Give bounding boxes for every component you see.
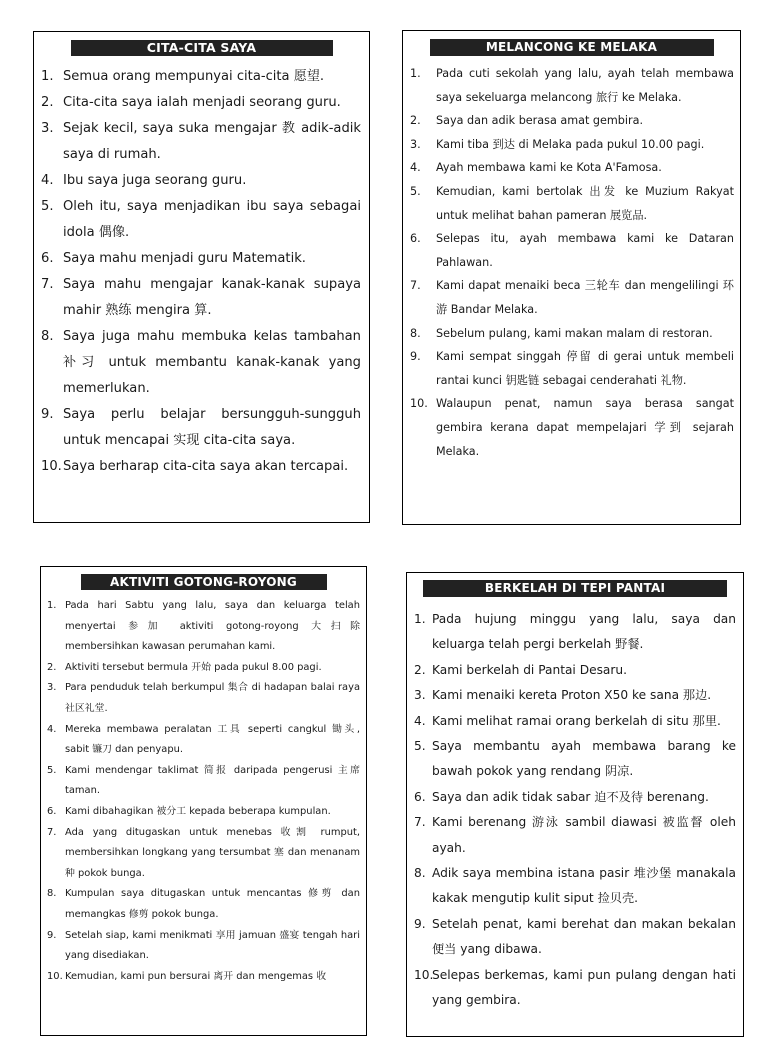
item-text: Sebelum pulang, kami makan malam di restoran. [436,326,713,340]
item-number: 6. [414,789,426,804]
list-item [41,168,361,194]
item-number: 3. [47,682,57,694]
list-item [47,926,360,967]
item-number: 10. [410,397,428,411]
item-text: Kami tiba 到达 di Melaka pada pukul 10.00 pagi. [436,137,705,151]
item-text: Selepas berkemas, kami pun pulang dengan hati yang gembira. [432,967,736,1008]
list-item [47,761,360,802]
list-item [47,720,360,761]
sentence-list [41,590,366,987]
card-aktiviti-gotong-royong [40,566,367,1036]
card-title: CITA-CITA SAYA [71,40,333,56]
card-cita-cita-saya [33,31,370,523]
sentence-list [34,56,369,480]
list-item [47,823,360,885]
item-text: Pada cuti sekolah yang lalu, ayah telah membawa saya sekeluarga melancong 旅行 ke Melaka. [436,67,734,104]
item-number: 7. [414,815,426,830]
card-berkelah-di-tepi-pantai [406,572,744,1037]
list-item [41,324,361,402]
item-text: Kami mendengar taklimat 简报 daripada pengerusi 主席 taman. [65,764,360,797]
list-item [41,246,361,272]
item-number: 3. [410,137,421,151]
list-item [41,64,361,90]
item-number: 7. [47,826,57,838]
item-text: Saya dan adik tidak sabar 迫不及待 berenang. [432,789,709,804]
item-text: Aktiviti tersebut bermula 开始 pada pukul 8.00 pagi. [65,661,322,673]
item-text: Kemudian, kami bertolak 出发 ke Muzium Rakyat untuk melihat bahan pameran 展览品. [436,184,734,222]
item-number: 5. [47,764,57,776]
list-item [47,596,360,658]
list-item [410,392,734,463]
list-item [47,884,360,925]
item-number: 10. [41,459,62,474]
item-text: Saya mahu mengajar kanak-kanak supaya mahir 熟练 mengira 算. [63,277,361,318]
item-number: 5. [410,184,421,198]
item-number: 9. [41,407,54,422]
list-item [414,709,736,734]
item-number: 5. [414,739,426,754]
list-item [410,227,734,274]
item-text: Kami melihat ramai orang berkelah di situ 那里. [432,713,721,728]
list-item [410,274,734,321]
sentence-list [407,597,743,1014]
sentence-list [403,56,740,463]
item-text: Cita-cita saya ialah menjadi seorang guru. [63,95,341,110]
item-number: 5. [41,199,54,214]
list-item [410,180,734,227]
item-text: Pada hari Sabtu yang lalu, saya dan keluarga telah menyertai 参加 aktiviti gotong-royong 大扫除 membersihkan kawasan perumahan kami. [65,600,360,653]
list-item [414,912,736,963]
item-number: 4. [410,161,421,175]
item-number: 3. [41,121,54,136]
list-item [410,109,734,133]
card-title: AKTIVITI GOTONG-ROYONG [81,574,327,590]
item-text: Ayah membawa kami ke Kota A'Famosa. [436,161,662,175]
card-title: BERKELAH DI TEPI PANTAI [423,580,727,597]
item-text: Setelah siap, kami menikmati 享用 jamuan 盛宴 tengah hari yang disediakan. [65,929,360,962]
item-text: Saya mahu menjadi guru Matematik. [63,251,306,266]
list-item [410,156,734,180]
item-number: 1. [414,612,426,626]
item-number: 6. [410,232,421,246]
item-text: Pada hujung minggu yang lalu, saya dan keluarga telah pergi berkelah 野餐. [432,612,736,652]
item-text: Kami menaiki kereta Proton X50 ke sana 那边. [432,688,712,703]
list-item [414,607,736,658]
item-number: 9. [47,929,57,941]
item-text: Kami dibahagikan 被分工 kepada beberapa kumpulan. [65,805,331,817]
item-text: Mereka membawa peralatan 工具 seperti cangkul 锄头, sabit 镰刀 dan penyapu. [65,723,360,756]
card-melancong-ke-melaka [402,30,741,525]
list-item [41,90,361,116]
list-item [414,963,736,1014]
item-number: 2. [41,95,54,110]
item-text: Para penduduk telah berkumpul 集合 di hadapan balai raya 社区礼堂. [65,682,360,714]
list-item [41,272,361,324]
item-number: 2. [414,662,426,677]
item-text: Kami dapat menaiki beca 三轮车 dan mengelilingi 环游 Bandar Melaka. [436,279,734,316]
item-text: Ibu saya juga seorang guru. [63,173,247,188]
list-item [414,658,736,683]
item-text: Kemudian, kami pun bersurai 离开 dan mengemas 收 [65,970,327,982]
item-number: 10. [47,970,63,982]
list-item [47,967,360,988]
list-item [41,454,361,480]
list-item [41,402,361,454]
item-text: Ada yang ditugaskan untuk menebas 收割 rumput, membersihkan longkang yang tersumbat 塞 dan menanam 种 pokok bunga. [65,826,360,879]
list-item [410,322,734,346]
list-item [410,345,734,392]
list-item [414,861,736,912]
item-number: 10. [414,967,434,982]
item-number: 8. [410,326,421,340]
list-item [414,683,736,708]
list-item [410,62,734,109]
item-text: Kumpulan saya ditugaskan untuk mencantas 修剪 dan memangkas 修剪 pokok bunga. [65,888,360,920]
item-text: Selepas itu, ayah membawa kami ke Dataran Pahlawan. [436,232,734,269]
item-number: 4. [414,713,426,728]
item-text: Walaupun penat, namun saya berasa sangat gembira kerana dapat mempelajari 学到 sejarah Melaka. [436,397,734,458]
list-item [47,658,360,679]
item-number: 7. [41,277,54,292]
item-number: 8. [47,888,57,900]
card-title: MELANCONG KE MELAKA [430,39,714,56]
list-item [414,785,736,810]
item-number: 9. [414,916,426,931]
item-number: 1. [410,67,421,80]
item-number: 6. [47,805,57,817]
list-item [414,734,736,785]
item-number: 2. [410,114,421,128]
item-text: Setelah penat, kami berehat dan makan bekalan 便当 yang dibawa. [432,916,736,957]
item-text: Saya berharap cita-cita saya akan tercapai. [63,459,349,474]
item-number: 8. [414,866,426,881]
item-text: Oleh itu, saya menjadikan ibu saya sebagai idola 偶像. [63,199,361,240]
item-text: Saya membantu ayah membawa barang ke bawah pokok yang rendang 阴凉. [432,739,736,779]
list-item [47,678,360,719]
list-item [41,116,361,168]
item-number: 4. [41,173,54,188]
list-item [410,133,734,157]
item-text: Adik saya membina istana pasir 堆沙堡 manakala kakak mengutip kulit siput 捡贝壳. [432,866,736,906]
item-number: 9. [410,350,421,364]
item-number: 1. [47,600,57,611]
list-item [414,810,736,861]
item-number: 7. [410,279,421,293]
item-text: Saya perlu belajar bersungguh-sungguh untuk mencapai 实现 cita-cita saya. [63,407,361,448]
item-number: 1. [41,69,54,84]
list-item [47,802,360,823]
item-text: Kami sempat singgah 停留 di gerai untuk membeli rantai kunci 钥匙链 sebagai cenderahati 礼物. [436,350,734,387]
item-text: Kami berenang 游泳 sambil diawasi 被监督 oleh ayah. [432,815,736,855]
item-text: Sejak kecil, saya suka mengajar 教 adik-adik saya di rumah. [63,121,361,162]
item-number: 4. [47,723,57,735]
item-text: Saya dan adik berasa amat gembira. [436,114,644,128]
item-text: Saya juga mahu membuka kelas tambahan 补习 untuk membantu kanak-kanak yang memerlukan. [63,329,361,396]
item-number: 8. [41,329,54,344]
item-text: Kami berkelah di Pantai Desaru. [432,662,628,677]
list-item [41,194,361,246]
item-number: 6. [41,251,54,266]
item-text: Semua orang mempunyai cita-cita 愿望. [63,69,325,84]
item-number: 2. [47,661,57,673]
item-number: 3. [414,688,426,703]
